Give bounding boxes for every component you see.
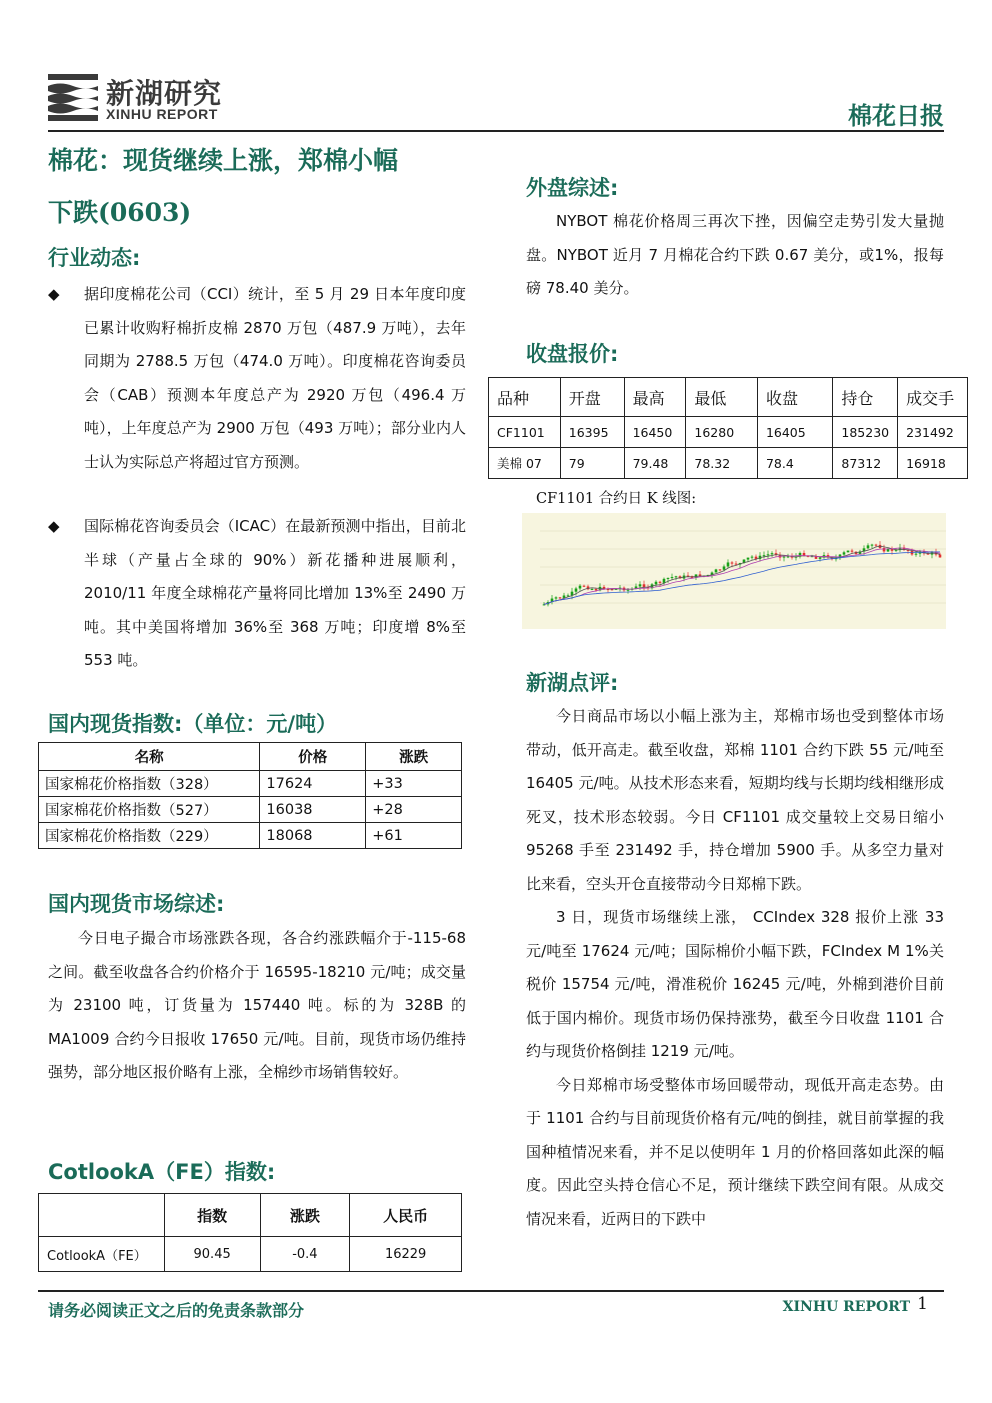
paragraph: NYBOT 棉花价格周三再次下挫，因偏空走势引发大量抛盘。NYBOT 近月 7 月棉花合约下跌 0.67 美分，或1%，报每磅 78.40 美分。	[526, 212, 944, 297]
table-cell: 16038	[260, 797, 366, 823]
kline-candle	[643, 584, 646, 587]
kline-candle	[639, 584, 642, 586]
table-cell: +33	[366, 771, 462, 797]
column-header: 人民币	[350, 1194, 462, 1237]
kline-candle	[847, 551, 850, 553]
kline-candle	[731, 562, 734, 563]
kline-candle	[723, 566, 726, 569]
kline-candle	[735, 564, 738, 565]
kline-candle	[939, 555, 942, 558]
column-header: 名称	[39, 743, 260, 771]
table-cell: 国家棉花价格指数（328）	[39, 771, 260, 797]
kline-candle	[843, 552, 846, 554]
column-header	[39, 1194, 165, 1237]
footer-brand: XINHU REPORT	[782, 1299, 910, 1315]
column-header: 涨跌	[366, 743, 462, 771]
page-number: 1	[917, 1294, 928, 1314]
report-type: 棉花日报	[848, 102, 944, 130]
column-header: 品种	[489, 378, 561, 417]
table-cell: 16395	[560, 417, 624, 448]
spot-market-heading: 国内现货市场综述:	[48, 892, 225, 916]
paragraph: 今日郑棉市场受整体市场回暖带动，现低开高走态势。由于 1101 合约与目前现货价格有元/吨的倒挂，就目前掌握的我国种植情况来看，并不足以使明年 1 月的价格回落如此深的幅度。因此空头持仓信心不足，预计继续下跌空间有限。从成交情况来看，近两日的下跌中	[526, 1075, 944, 1228]
industry-bullet-2	[48, 510, 466, 678]
kline-candle	[747, 558, 750, 560]
page-title-line2: 下跌(0603)	[48, 198, 192, 227]
table-row	[39, 797, 462, 823]
kline-background	[522, 513, 946, 629]
column-header: 最高	[624, 378, 686, 417]
footer-divider	[38, 1290, 944, 1292]
closing-quotes-heading: 收盘报价:	[526, 342, 619, 366]
industry-heading: 行业动态:	[48, 246, 141, 270]
kline-candle	[579, 586, 582, 589]
xinhu-logo-icon	[48, 72, 98, 122]
comment-text	[526, 700, 944, 1236]
table-cell: 国家棉花价格指数（229）	[39, 823, 260, 849]
paragraph: 今日电子撮合市场涨跌各现，各合约涨跌幅介于-115-68 之间。截至收盘各合约价格介于 16595-18210 元/吨；成交量为 23100 吨，订货量为 157440 吨。标的为 328B 的 MA1009 合约今日报收 17650 元/吨。目前，现货市场仍维持强势，部分地区报价略有上涨，全棉纱市场销售较好。	[48, 929, 466, 1081]
bullet-diamond-icon: ◆	[48, 517, 60, 535]
kline-candle	[751, 557, 754, 558]
kline-caption: CF1101 合约日 K 线图:	[536, 491, 697, 507]
table-cell: 16280	[686, 417, 758, 448]
column-header: 开盘	[560, 378, 624, 417]
cotlook-heading: CotlookA（FE）指数:	[48, 1160, 276, 1184]
table-cell: 16405	[757, 417, 832, 448]
table-cell: 国家棉花价格指数（527）	[39, 797, 260, 823]
kline-candle	[851, 551, 854, 552]
kline-candle	[767, 554, 770, 555]
table-cell: 78.4	[757, 448, 832, 479]
table-cell: -0.4	[260, 1237, 350, 1272]
table-cell: CotlookA（FE）	[39, 1237, 165, 1272]
kline-candle	[875, 545, 878, 546]
table-row	[489, 417, 968, 448]
kline-candle	[727, 562, 730, 566]
kline-candle	[871, 545, 874, 546]
table-row	[489, 448, 968, 479]
table-row	[39, 1237, 462, 1272]
table-cell: 16918	[898, 448, 968, 479]
kline-candle	[783, 557, 786, 558]
table-cell: +61	[366, 823, 462, 849]
kline-candle	[883, 548, 886, 551]
kline-candle	[575, 588, 578, 591]
spot-index-heading: 国内现货指数:（单位：元/吨）	[48, 712, 338, 736]
table-cell: CF1101	[489, 417, 561, 448]
kline-candle	[719, 569, 722, 570]
logo-text-en: XINHU REPORT	[106, 106, 218, 122]
page-title-line1: 棉花：现货继续上涨，郑棉小幅	[48, 146, 399, 175]
column-header: 最低	[686, 378, 758, 417]
column-header: 收盘	[757, 378, 832, 417]
kline-candle	[787, 556, 790, 557]
table-cell: 美棉 07	[489, 448, 561, 479]
table-header-row	[489, 378, 968, 417]
overseas-heading: 外盘综述:	[526, 176, 619, 200]
kline-candle	[763, 555, 766, 556]
kline-candle	[627, 590, 630, 591]
table-row	[39, 771, 462, 797]
table-cell: 231492	[898, 417, 968, 448]
table-cell: 79	[560, 448, 624, 479]
column-header: 指数	[164, 1194, 260, 1237]
kline-chart-image	[522, 513, 946, 629]
footer-disclaimer: 请务必阅读正文之后的免责条款部分	[48, 1301, 305, 1320]
overseas-text	[526, 205, 944, 306]
kline-candle	[715, 569, 718, 572]
kline-candle	[771, 553, 774, 554]
table-cell: 87312	[833, 448, 898, 479]
bullet-diamond-icon: ◆	[48, 285, 60, 303]
table-cell: 90.45	[164, 1237, 260, 1272]
comment-heading: 新湖点评:	[526, 671, 619, 695]
kline-candle	[675, 576, 678, 577]
industry-bullet-text: 国际棉花咨询委员会（ICAC）在最新预测中指出，目前北半球（产量占全球的 90%）新花播种进展顺利，2010/11 年度全球棉花产量将同比增加 13%至 2490 万吨。其中美国将增加 36%至 368 万吨；印度增 8%至 553 吨。	[84, 517, 466, 669]
column-header: 成交手	[898, 378, 968, 417]
paragraph: 3 日，现货市场继续上涨， CCIndex 328 报价上涨 33 元/吨至 17624 元/吨；国际棉价小幅下跌，FCIndex M 1%关税价 15754 元/吨，滑准税价 16245 元/吨，外棉到港价目前低于国内棉价。现货市场仍保持涨势，截至今日收盘 1101 合约与现货价格倒挂 1219 元/吨。	[526, 908, 944, 1060]
kline-candle	[867, 545, 870, 548]
column-header: 价格	[260, 743, 366, 771]
kline-candle	[663, 579, 666, 583]
table-cell: 18068	[260, 823, 366, 849]
kline-candle	[555, 597, 558, 598]
table-header-row	[39, 743, 462, 771]
table-cell: 185230	[833, 417, 898, 448]
table-cell: 79.48	[624, 448, 686, 479]
table-row	[39, 823, 462, 849]
table-cell: 17624	[260, 771, 366, 797]
paragraph: 今日商品市场以小幅上涨为主，郑棉市场也受到整体市场带动，低开高走。截至收盘，郑棉 1101 合约下跌 55 元/吨至 16405 元/吨。从技术形态来看，短期均线与长期均线相继形成死叉，技术形态较弱。今日 CF1101 成交量较上交易日缩小 95268 手至 231492 手，持仓增加 5900 手。从多空力量对比来看，空头开仓直接带动今日郑棉下跌。	[526, 707, 944, 893]
industry-bullet-text: 据印度棉花公司（CCI）统计，至 5 月 29 日本年度印度已累计收购籽棉折皮棉 2870 万包（487.9 万吨），去年同期为 2788.5 万包（474.0 万吨）。印度棉花咨询委员会（CAB）预测本年度总产为 2920 万包（496.4 万吨），上年度总产为 2900 万包（493 万吨）；部分业内人士认为实际总产将超过官方预测。	[84, 285, 466, 471]
table-cell: +28	[366, 797, 462, 823]
table-cell: 16450	[624, 417, 686, 448]
column-header: 涨跌	[260, 1194, 350, 1237]
kline-candle	[595, 589, 598, 590]
table-cell: 16229	[350, 1237, 462, 1272]
table-header-row	[39, 1194, 462, 1237]
kline-candle	[655, 582, 658, 585]
cotlook-table	[38, 1193, 462, 1272]
closing-quotes-table	[488, 377, 968, 479]
table-cell: 78.32	[686, 448, 758, 479]
kline-candle	[659, 582, 662, 583]
kline-candle	[591, 589, 594, 590]
industry-bullet-1	[48, 278, 466, 479]
spot-index-table	[38, 742, 462, 849]
kline-candle	[667, 578, 670, 579]
kline-candle	[559, 597, 562, 598]
logo-text-cn: 新湖研究	[106, 77, 223, 110]
header-divider	[48, 130, 944, 132]
kline-candle	[915, 554, 918, 555]
kline-candle	[671, 577, 674, 578]
column-header: 持仓	[833, 378, 898, 417]
kline-candle	[819, 558, 822, 559]
spot-market-text	[48, 922, 466, 1090]
kline-candle	[583, 586, 586, 587]
